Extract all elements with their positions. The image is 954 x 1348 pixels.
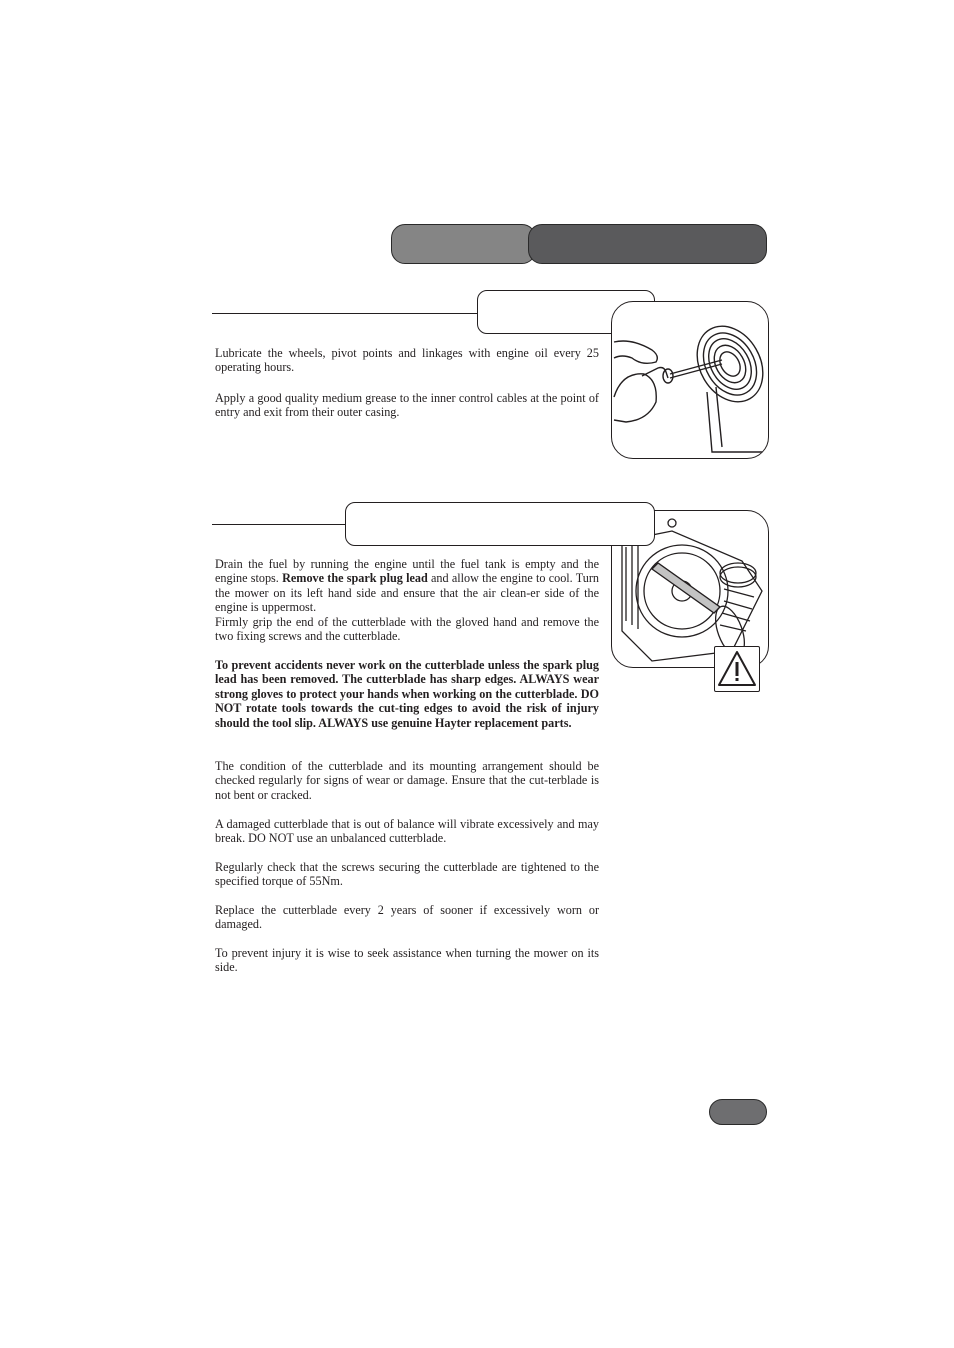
lubrication-paragraph-2: Apply a good quality medium grease to the inner control cables at the point of entry and exit from their outer casing. [215, 391, 599, 420]
cutterblade-paragraph-2: Firmly grip the end of the cutterblade with the gloved hand and remove the two fixing screws and the cutterblade. [215, 615, 599, 644]
cutterblade-paragraph-5: Regularly check that the screws securing the cutterblade are tightened to the specified torque of 55Nm. [215, 860, 599, 889]
header-tab-right [528, 224, 767, 264]
cutterblade-paragraph-1-b: and allow the engine to cool. Turn the mower on its left hand side and ensure that the air clean-er side of the engine is uppermost. [215, 571, 600, 615]
warning-triangle-icon [715, 647, 759, 691]
lubrication-paragraph-1: Lubricate the wheels, pivot points and linkages with engine oil every 25 operating hours. [215, 346, 599, 375]
cutterblade-warning-paragraph: To prevent accidents never work on the cutterblade unless the spark plug lead has been removed. The cutterblade has sharp edges. ALWAYS wear strong gloves to protect your hands when working on the cutterblade. DO NOT rotate tools towards the cut-ting edges to avoid the risk of injury should the tool slip. ALWAYS use genuine Hayter replacement parts. [215, 658, 599, 730]
section-rule-lubrication [212, 313, 480, 314]
header-tab-left [391, 224, 536, 264]
oil-can-wheel-icon [612, 302, 769, 459]
cutterblade-paragraph-1 [215, 557, 599, 615]
cutterblade-paragraph-6: Replace the cutterblade every 2 years of sooner if excessively worn or damaged. [215, 903, 599, 932]
cutterblade-paragraph-1-bold: Remove the spark plug lead [282, 571, 428, 586]
warning-panel [714, 646, 760, 692]
page-number-pill [709, 1099, 767, 1125]
section-rule-cutterblade [212, 524, 348, 525]
cutterblade-paragraph-4: A damaged cutterblade that is out of balance will vibrate excessively and may break. DO NOT use an unbalanced cutterblade. [215, 817, 599, 846]
section-heading-box-cutterblade [345, 502, 655, 546]
cutterblade-paragraph-3: The condition of the cutterblade and its mounting arrangement should be checked regularly for signs of wear or damage. Ensure that the cut-terblade is not bent or cracked. [215, 759, 599, 802]
cutterblade-paragraph-7: To prevent injury it is wise to seek assistance when turning the mower on its side. [215, 946, 599, 975]
oil-can-wheel-illustration [611, 301, 769, 459]
cutterblade-paragraph-1-a: Drain the fuel by running the engine until the fuel tank is empty and the engine stops. [215, 557, 599, 586]
